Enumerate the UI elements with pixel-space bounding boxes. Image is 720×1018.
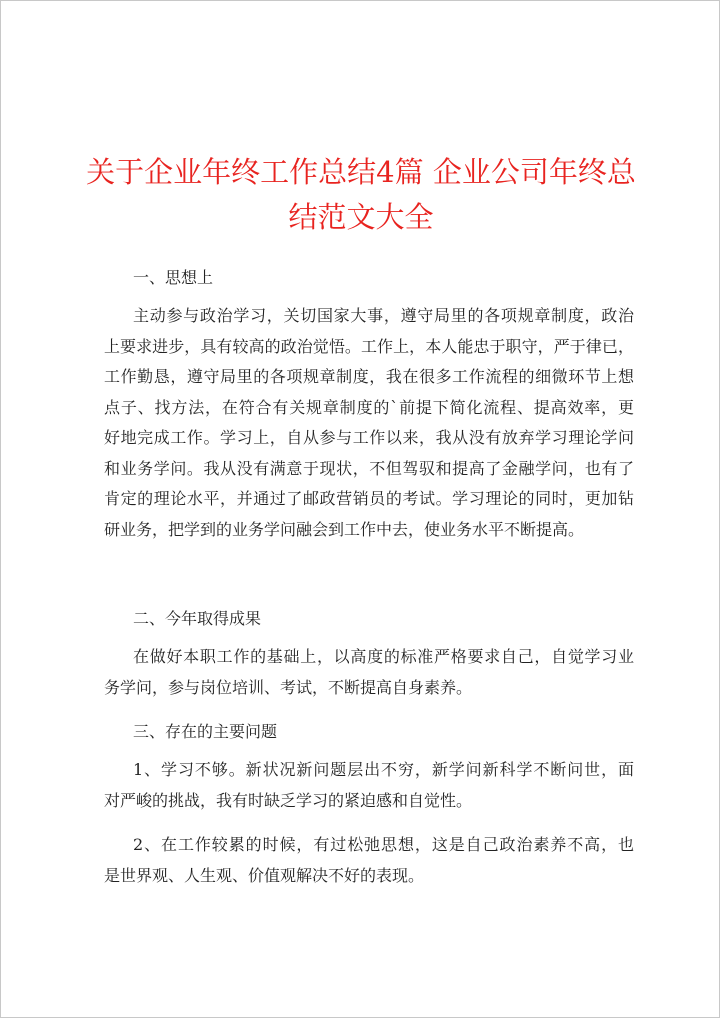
paragraph-line: 是世界观、人生观、价值观解决不好的表现。 (104, 865, 425, 885)
section-heading-2: 二、今年取得成果 (133, 609, 262, 628)
document-title-line-2: 结范文大全 (288, 200, 434, 234)
paragraph-line: 研业务，把学到的业务学问融会到工作中去，使业务水平不断提高。 (104, 519, 585, 539)
paragraph-line: 1、学习不够。新状况新问题层出不穷，新学问新科学不断问世，面 (133, 760, 634, 779)
paragraph-line: 对严峻的挑战，我有时缺乏学习的紧迫感和自觉性。 (104, 790, 473, 810)
paragraph-line: 务学问，参与岗位培训、考试，不断提高自身素养。 (104, 677, 473, 697)
paragraph-3 (104, 755, 634, 816)
paragraph-2 (104, 642, 634, 703)
section-heading-3: 三、存在的主要问题 (133, 722, 278, 741)
paragraph-line: 和业务学问。我从没有满意于现状，不但驾驭和提高了金融学问，也有了 (104, 458, 634, 478)
section-heading-1: 一、思想上 (133, 268, 214, 287)
document-title-line-1: 关于企业年终工作总结4篇 企业公司年终总 (86, 155, 636, 189)
paragraph-line: 在做好本职工作的基础上，以高度的标准严格要求自己，自觉学习业 (133, 647, 634, 666)
paragraph-4 (104, 830, 634, 891)
paragraph-line: 肯定的理论水平，并通过了邮政营销员的考试。学习理论的同时，更加钻 (104, 489, 634, 508)
paragraph-line: 2、在工作较累的时候，有过松弛思想，这是自己政治素养不高，也 (133, 835, 634, 854)
paragraph-line: 上要求进步，具有较高的政治觉悟。工作上，本人能忠于职守，严于律已， (104, 336, 634, 356)
paragraph-line: 主动参与政治学习，关切国家大事，遵守局里的各项规章制度，政治 (133, 306, 634, 325)
paragraph-line: 点子、找方法，在符合有关规章制度的`前提下简化流程、提高效率，更 (104, 397, 634, 417)
paragraph-1 (104, 301, 634, 545)
paragraph-line: 工作勤恳，遵守局里的各项规章制度，我在很多工作流程的细微环节上想 (104, 367, 634, 386)
paragraph-line: 好地完成工作。学习上，自从参与工作以来，我从没有放弃学习理论学问 (104, 428, 634, 447)
